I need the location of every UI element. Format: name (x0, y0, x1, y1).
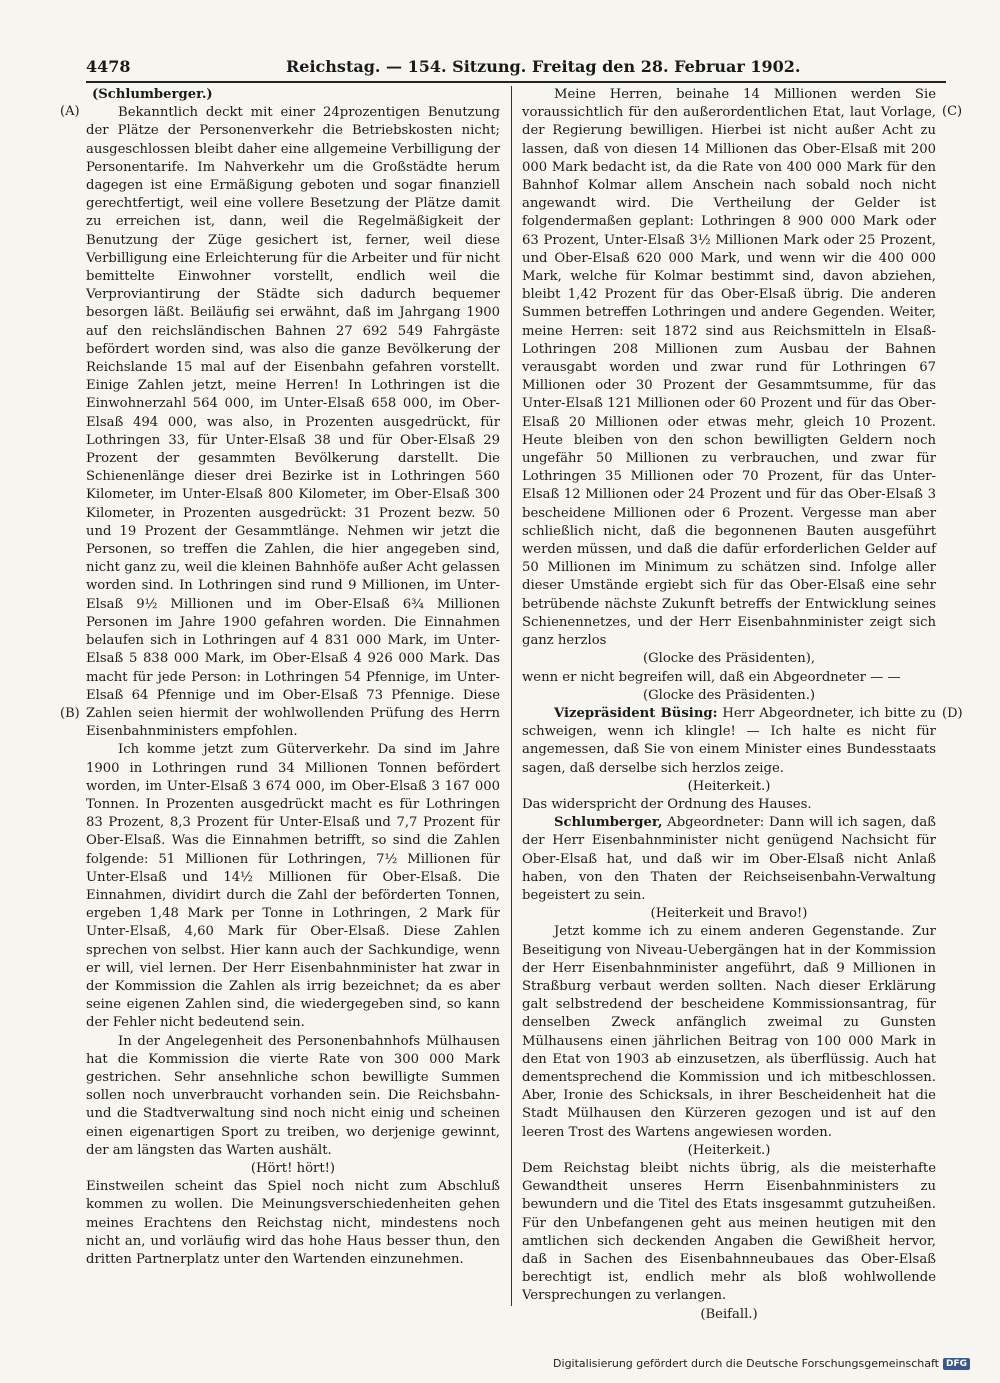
right-column (522, 86, 936, 1324)
speech-text: Abgeordneter: Dann will ich sagen, daß der Herr Eisenbahnminister nicht genügend Nachsicht für Ober-Elsaß hat, und daß wir im Ober-Elsaß nicht Anlaß haben, von den Thaten der Reichseisenbahn-Verwaltung begeistert zu sein. (522, 815, 936, 903)
footer-text: Digitalisierung gefördert durch die Deutsche Forschungsgemeinschaft (553, 1357, 939, 1370)
interjection: (Hört! hört!) (250, 1160, 336, 1176)
running-title: Reichstag. — 154. Sitzung. Freitag den 28. Februar 1902. (286, 57, 801, 76)
margin-mark-d: (D) (942, 706, 963, 721)
header-rule (86, 81, 946, 83)
margin-mark-b: (B) (60, 706, 80, 721)
speaker-name: Vizepräsident Büsing: (554, 705, 718, 721)
speech-vizepraesident (522, 705, 936, 778)
paragraph: Das widerspricht der Ordnung des Hauses. (522, 796, 812, 812)
interjection: (Heiterkeit und Bravo!) (650, 906, 808, 922)
interjection: (Glocke des Präsidenten), (642, 651, 816, 667)
column-divider (511, 86, 512, 1306)
paragraph: Jetzt komme ich zu einem anderen Gegenstande. Zur Beseitigung von Niveau-Uebergängen hat in der Kommission der Herr Eisenbahnminister angeführt, daß 9 Millionen in Straßburg verbaut werden sollten. Nach dieser Erklärung galt selbstredend der bescheidene Kommissionsantrag, für denselben Zweck anfänglich zweimal zu Gunsten Mülhausens einen jährlichen Beitrag von 100 000 Mark in den Etat von 1903 ab einzusetzen, als überflüssig. Auch hat dementsprechend die Kommission und ich mitbeschlossen. Aber, Ironie des Schicksals, in ihrer Bescheidenheit hat die Stadt Mülhausen den Kürzeren gezogen und ist auf den leeren Trost des Wartens angewiesen worden. (522, 924, 936, 1140)
margin-mark-a: (A) (60, 104, 80, 119)
interjection: (Heiterkeit.) (687, 778, 771, 794)
paragraph: wenn er nicht begreifen will, daß ein Abgeordneter — — (522, 669, 901, 685)
speech-schlumberger (522, 814, 936, 905)
footer (553, 1357, 970, 1370)
speech-text: Herr Abgeordneter, ich bitte zu schweigen, wenn ich klingle! — Ich halte es nicht für angemessen, daß Sie von einem Minister eines Bundesstaats sagen, daß derselbe sich herzlos zeige. (522, 705, 936, 776)
margin-mark-c: (C) (942, 104, 963, 119)
speaker-continuation: (Schlumberger.) (92, 87, 213, 102)
paragraph: Ich komme jetzt zum Güterverkehr. Da sind im Jahre 1900 in Lothringen rund 34 Millionen Tonnen befördert worden, im Unter-Elsaß 3 674 000, im Ober-Elsaß 3 167 000 Tonnen. In Prozenten ausgedrückt macht es für Lothringen 83 Prozent, 8,3 Prozent für Unter-Elsaß und 7,7 Prozent für Ober-Elsaß. Was die Einnahmen betrifft, so sind die Zahlen folgende: 51 Millionen für Lothringen, 7½ Millionen für Unter-Elsaß und 14½ Millionen für Ober-Elsaß. Die Einnahmen, dividirt durch die Zahl der beförderten Tonnen, ergeben 1,48 Mark per Tonne in Lothringen, 2 Mark für Unter-Elsaß, 4,60 Mark für Ober-Elsaß. Diese Zahlen sprechen von selbst. Hier kann auch der Sachkundige, wenn er will, viel lernen. Der Herr Eisenbahnminister hat zwar in der Kommission die Zahlen als irrig bezeichnet; da es aber seine eigenen Zahlen sind, die wiedergegeben sind, so kann der Fehler nicht bedeutend sein. (86, 742, 500, 1031)
dfg-logo-icon: DFG (943, 1358, 970, 1370)
speaker-name: Schlumberger, (554, 815, 663, 831)
interjection: (Beifall.) (700, 1306, 758, 1322)
interjection: (Heiterkeit.) (687, 1142, 771, 1158)
paragraph: Dem Reichstag bleibt nichts übrig, als die meisterhafte Gewandtheit unseres Herrn Eisenbahnministers zu bewundern und die Titel des Etats insgesammt gutzuheißen. Für den Unbefangenen geht aus meinen heutigen mit den amtlichen sich deckenden Angaben die Gewißheit hervor, daß in Sachen des Eisenbahnneubaues das Ober-Elsaß berechtigt ist, endlich mehr als bloß wohlwollende Versprechungen zu verlangen. (522, 1160, 936, 1304)
left-column (86, 86, 500, 1269)
paragraph: Meine Herren, beinahe 14 Millionen werden Sie voraussichtlich für den außerordentlichen Etat, laut Vorlage, der Regierung bewilligen. Hierbei ist nicht außer Acht zu lassen, daß von diesen 14 Millionen das Ober-Elsaß mit 200 000 Mark bedacht ist, da die Rate von 400 000 Mark für den Bahnhof Kolmar allem Anschein nach sobald noch nicht angewandt wird. Die Vertheilung der Gelder ist folgendermaßen geplant: Lothringen 8 900 000 Mark oder 63 Prozent, Unter-Elsaß 3½ Millionen Mark oder 25 Prozent, und Ober-Elsaß 620 000 Mark, und wenn wir die 400 000 Mark, welche für Kolmar bestimmt sind, davon abziehen, bleibt 1,42 Prozent für das Ober-Elsaß übrig. Die anderen Summen betreffen Lothringen und andere Gegenden. Weiter, meine Herren: seit 1872 sind aus Reichsmitteln in Elsaß-Lothringen 208 Millionen zum Ausbau der Bahnen verausgabt worden und zwar rund für Lothringen 67 Millionen oder 30 Prozent der Gesammtsumme, für das Unter-Elsaß 121 Millionen oder 60 Prozent und für das Ober-Elsaß 20 Millionen oder etwas mehr, gleich 10 Prozent. Heute bleiben von den schon bewilligten Geldern noch ungefähr 50 Millionen zu verbrauchen, und zwar für Lothringen 35 Millionen oder 70 Prozent, für das Unter-Elsaß 12 Millionen oder 24 Prozent und für das Ober-Elsaß 3 bescheidene Millionen oder 6 Prozent. Vergesse man aber schließlich nicht, daß die begonnenen Bauten ausgeführt werden müssen, und daß die dafür erforderlichen Gelder auf 50 Millionen im Minimum zu schätzen sind. Infolge aller dieser Umstände ergiebt sich für das Ober-Elsaß eine sehr betrübende nächste Zukunft betreffs der Entwicklung seines Schienennetzes, und der Herr Eisenbahnminister zeigt sich ganz herzlos (522, 87, 936, 649)
paragraph: In der Angelegenheit des Personenbahnhofs Mülhausen hat die Kommission die vierte Rate von 300 000 Mark gestrichen. Sehr ansehnliche schon bewilligte Summen sollen noch unverbraucht vorhanden sein. Die Reichsbahn- und die Stadtverwaltung sind noch nicht einig und scheinen einen eigenartigen Sport zu treiben, wo derjenige gewinnt, der am längsten das Warten aushält. (86, 1033, 500, 1158)
paragraph: Einstweilen scheint das Spiel noch nicht zum Abschluß kommen zu wollen. Die Meinungsverschiedenheiten gehen meines Erachtens den Reichstag nicht, mindestens noch nicht an, und vorläufig wird das hohe Haus besser thun, den dritten Partnerplatz unter den Wartenden einzunehmen. (86, 1179, 500, 1267)
paragraph: Bekanntlich deckt mit einer 24prozentigen Benutzung der Plätze der Personenverkehr die Betriebskosten nicht; ausgeschlossen bleibt daher eine allgemeine Verbilligung der Personentarife. Im Nahverkehr um die Großstädte herum dagegen ist eine Ermäßigung geboten und sogar finanziell gerechtfertigt, weil eine vollere Besetzung der Plätze damit zu erreichen ist, dann, weil die Regelmäßigkeit der Benutzung der Züge gesichert ist, ferner, weil diese Verbilligung eine Erleichterung für die Arbeiter und für nicht bemittelte Einwohner vorstellt, endlich weil die Verproviantirung der Städte sich dadurch bequemer besorgen läßt. Beiläufig sei erwähnt, daß im Jahrgang 1900 auf den reichsländischen Bahnen 27 692 549 Fahrgäste befördert worden sind, was also die ganze Bevölkerung der Reichslande 15 mal auf der Eisenbahn gefahren vorstellt. Einige Zahlen jetzt, meine Herren! In Lothringen ist die Einwohnerzahl 564 000, im Unter-Elsaß 658 000, im Ober-Elsaß 494 000, was also, in Prozenten ausgedrückt, für Lothringen 33, für Unter-Elsaß 38 und für Ober-Elsaß 29 Prozent der gesammten Bevölkerung darstellt. Die Schienenlänge dieser drei Bezirke ist in Lothringen 560 Kilometer, im Unter-Elsaß 800 Kilometer, im Ober-Elsaß 300 Kilometer, in Prozenten ausgedrückt: 31 Prozent bezw. 50 und 19 Prozent der Gesammtlänge. Nehmen wir jetzt die Personen, so treffen die Zahlen, die hier angegeben sind, nicht ganz zu, weil die kleinen Bahnhöfe außer Acht gelassen worden sind. In Lothringen sind rund 9 Millionen, im Unter-Elsaß 9½ Millionen und im Ober-Elsaß 6¾ Millionen Personen im Jahre 1900 gefahren worden. Die Einnahmen belaufen sich in Lothringen auf 4 831 000 Mark, im Unter-Elsaß 5 838 000 Mark, im Ober-Elsaß 4 926 000 Mark. Das macht für jede Person: in Lothringen 54 Pfennige, im Unter-Elsaß 64 Pfennige und im Ober-Elsaß 73 Pfennige. Diese Zahlen seien hiermit der wohlwollenden Prüfung des Herrn Eisenbahnministers empfohlen. (86, 105, 500, 740)
interjection: (Glocke des Präsidenten.) (642, 687, 816, 703)
page-number: 4478 (86, 57, 131, 76)
page-header (86, 57, 946, 79)
